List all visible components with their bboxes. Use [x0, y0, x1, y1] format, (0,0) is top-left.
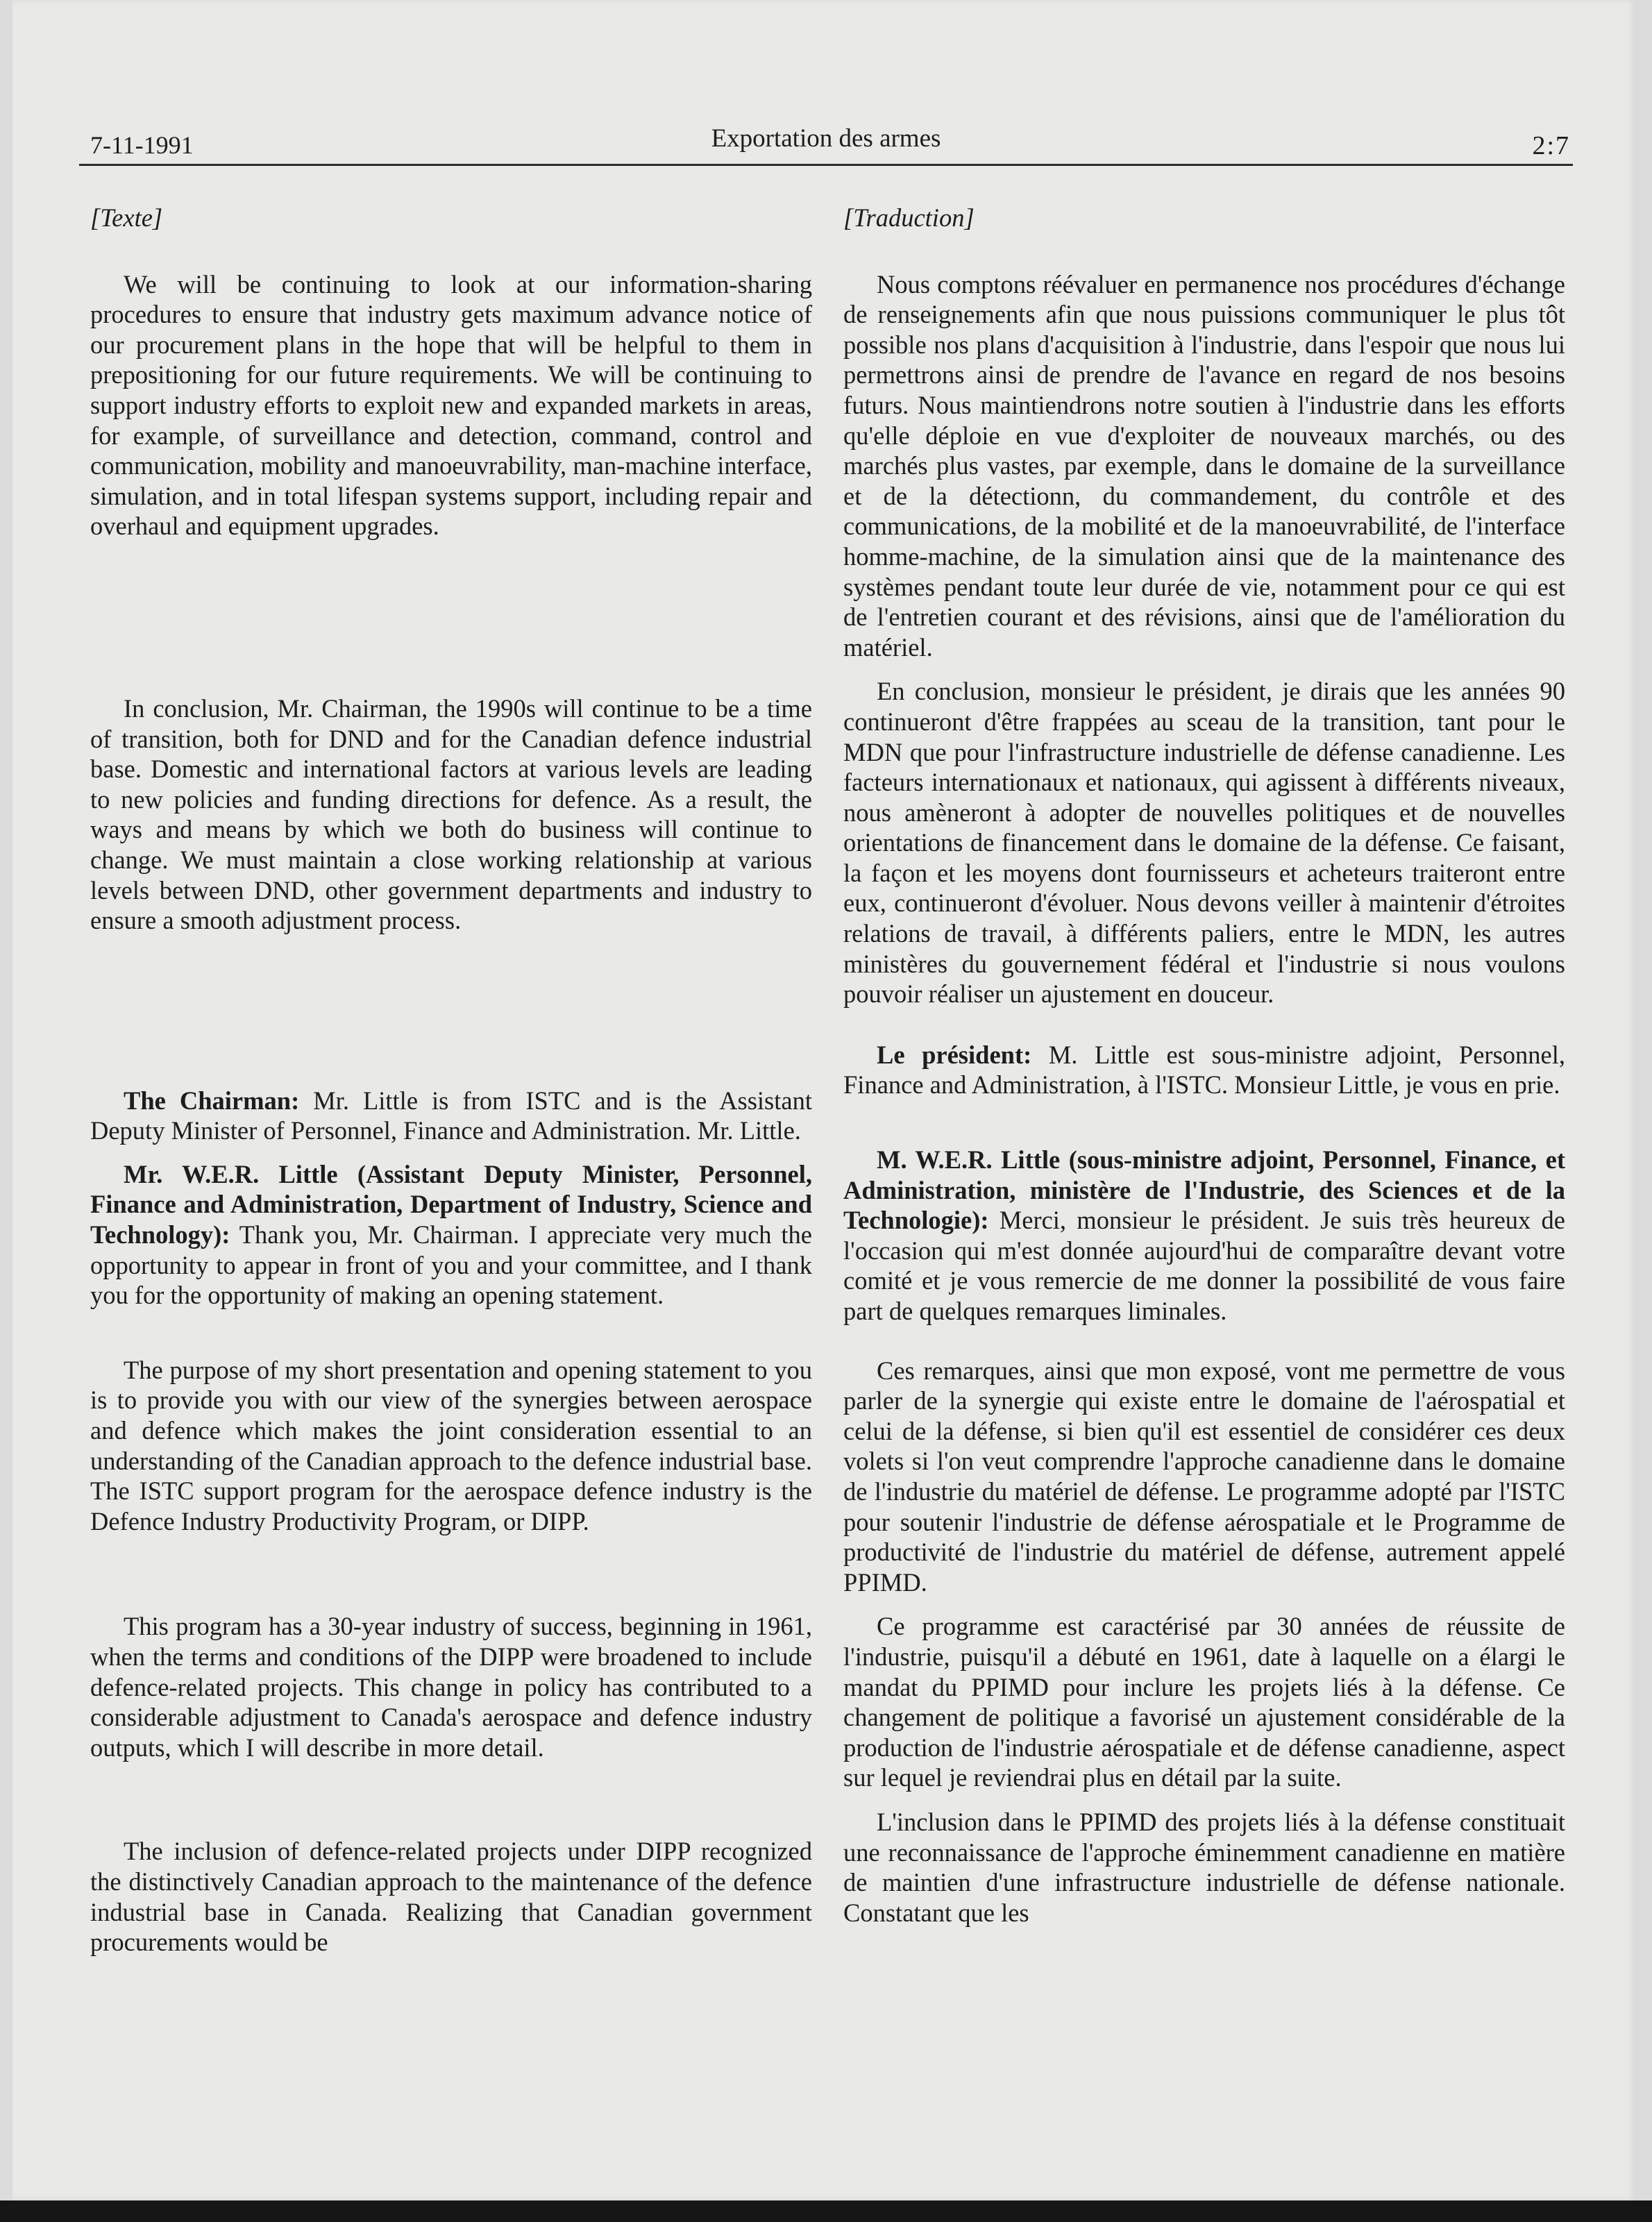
- fr-paragraph-5: Ces remarques, ainsi que mon exposé, vont me permettre de vous parler de la synergie qui existe entre le domaine de l'aérospatial et celui de la défense, si bien qu'il est essentiel de considérer ces deux volets si l'on veut comprendre l'approche canadienne dans le domaine de l'industrie du matériel de défense. Le programme adopté par l'ISTC pour soutenir l'industrie de défense aérospatiale et le Programme de productivité de l'industrie du matériel de défense, autrement appelé PPIMD.: [843, 1356, 1565, 1597]
- header-date: 7-11-1991: [90, 131, 194, 159]
- translation-marker: [Traduction]: [843, 203, 975, 232]
- fr-little-text: Merci, monsieur le président. Je suis très heureux de l'occasion qui m'est donnée aujourd'hui de comparaître devant votre comité et je vous remercie de me donner la possibilité de vous faire part de quelques remarques liminales.: [843, 1206, 1565, 1325]
- en-little-text: Thank you, Mr. Chairman. I appreciate very much the opportunity to appear in front of you and your committee, and I thank you for the opportunity of making an opening statement.: [90, 1220, 812, 1310]
- page-header: [79, 124, 1573, 166]
- en-paragraph-3: [90, 1086, 812, 1146]
- fr-paragraph-1: Nous comptons réévaluer en permanence nos procédures d'échange de renseignements afin que nous puissions communiquer le plus tôt possible nos plans d'acquisition à l'industrie, dans l'espoir que nous lui permettrons ainsi de prendre de l'avance en regard de nos besoins futurs. Nous maintiendrons notre soutien à l'industrie dans les efforts qu'elle déploie en vue d'exploiter de nouveaux marchés, ou des marchés plus vastes, par exemple, dans le domaine de la surveillance et de la détectionn, du commandement, du contrôle et des communications, de la mobilité et de la manoeuvrabilité, de l'interface homme-machine, de la simulation ainsi que de la maintenance des systèmes pendant toute leur durée de vie, notamment pour ce qui est de l'entretien courant et des révisions, ainsi que de l'amélioration du matériel.: [843, 269, 1565, 662]
- fr-speaker-little: M. W.E.R. Little (sous-ministre adjoint, Personnel, Finance, et Administration, ministère de l'Industrie, des Sciences et de la Technologie):: [843, 1145, 1565, 1235]
- text-marker-label: Texte: [100, 203, 153, 232]
- en-chairman-text: Mr. Little is from ISTC and is the Assistant Deputy Minister of Personnel, Finance and Administration. Mr. Little.: [90, 1086, 812, 1145]
- text-marker: [Texte]: [90, 203, 163, 232]
- fr-speaker-president: Le président:: [877, 1040, 1032, 1069]
- scan-bottom-edge: [0, 2200, 1652, 2222]
- en-paragraph-2: In conclusion, Mr. Chairman, the 1990s will continue to be a time of transition, both for DND and for the Canadian defence industrial base. Domestic and international factors at various levels are leading to new policies and funding directions for defence. As a result, the ways and means by which we both do business will continue to change. We must maintain a close working relationship at various levels between DND, other government departments and industry to ensure a smooth adjustment process.: [90, 693, 812, 935]
- en-paragraph-1: We will be continuing to look at our information-sharing procedures to ensure that industry gets maximum advance notice of our procurement plans in the hope that will be helpful to them in prepositioning for our future requirements. We will be continuing to support industry efforts to exploit new and expanded markets in areas, for example, of surveillance and detection, command, control and communication, mobility and manoeuvrability, man-machine interface, simulation, and in total lifespan systems support, including repair and overhaul and equipment upgrades.: [90, 269, 812, 541]
- en-paragraph-5: The purpose of my short presentation and opening statement to you is to provide you with our view of the synergies between aerospace and defence which makes the joint consideration essential to an understanding of the Canadian approach to the defence industrial base. The ISTC support program for the aerospace defence industry is the Defence Industry Productivity Program, or DIPP.: [90, 1355, 812, 1535]
- fr-paragraph-2: En conclusion, monsieur le président, je dirais que les années 90 continueront d'être frappées au sceau de la transition, tant pour le MDN que pour l'infrastructure industrielle de défense canadienne. Les facteurs internationaux et nationaux, qui agissent à différents niveaux, nous amèneront à adopter de nouvelles politiques et de nouvelles orientations de financement dans le domaine de la défense. Ce faisant, la façon et les moyens dont fournisseurs et acheteurs traiteront entre eux, continueront d'évoluer. Nous devons veiller à maintenir d'étroites relations de travail, à différents paliers, entre le MDN, les autres ministères du gouvernement fédéral et l'industrie si nous voulons pouvoir réaliser un ajustement en douceur.: [843, 677, 1565, 1009]
- header-page-number: 2:7: [1532, 131, 1570, 160]
- document-page: [12, 0, 1637, 2200]
- en-paragraph-4: [90, 1159, 812, 1311]
- fr-paragraph-7: L'inclusion dans le PPIMD des projets liés à la défense constituait une reconnaissance de l'approche éminemment canadienne en matière de maintien d'une infrastructure industrielle de défense nationale. Constatant que les: [843, 1807, 1565, 1927]
- fr-president-text: M. Little est sous-ministre adjoint, Personnel, Finance and Administration, à l'ISTC. Monsieur Little, je vous en prie.: [843, 1040, 1565, 1100]
- en-speaker-little: Mr. W.E.R. Little (Assistant Deputy Minister, Personnel, Finance and Administration, Department of Industry, Science and Technology):: [90, 1159, 812, 1249]
- french-column: [843, 203, 1565, 1928]
- fr-paragraph-4: [843, 1145, 1565, 1327]
- en-speaker-chairman: The Chairman:: [124, 1086, 300, 1115]
- translation-marker-label: Traduction: [853, 203, 965, 232]
- english-column: [90, 203, 812, 1958]
- fr-paragraph-3: [843, 1040, 1565, 1100]
- en-paragraph-7: The inclusion of defence-related projects under DIPP recognized the distinctively Canadian approach to the maintenance of the defence industrial base in Canada. Realizing that Canadian government procurements would be: [90, 1837, 812, 1957]
- fr-paragraph-6: Ce programme est caractérisé par 30 années de réussite de l'industrie, puisqu'il a débuté en 1961, date à laquelle on a élargi le mandat du PPIMD pour inclure les projets liés à la défense. Ce changement de politique a favorisé un ajustement considérable de la production de l'industrie aérospatiale et de défense canadienne, aspect sur lequel je reviendrai plus en détail par la suite.: [843, 1612, 1565, 1792]
- en-paragraph-6: This program has a 30-year industry of success, beginning in 1961, when the terms and conditions of the DIPP were broadened to include defence-related projects. This change in policy has contributed to a considerable adjustment to Canada's aerospace and defence industry outputs, which I will describe in more detail.: [90, 1612, 812, 1762]
- header-title: Exportation des armes: [711, 124, 941, 153]
